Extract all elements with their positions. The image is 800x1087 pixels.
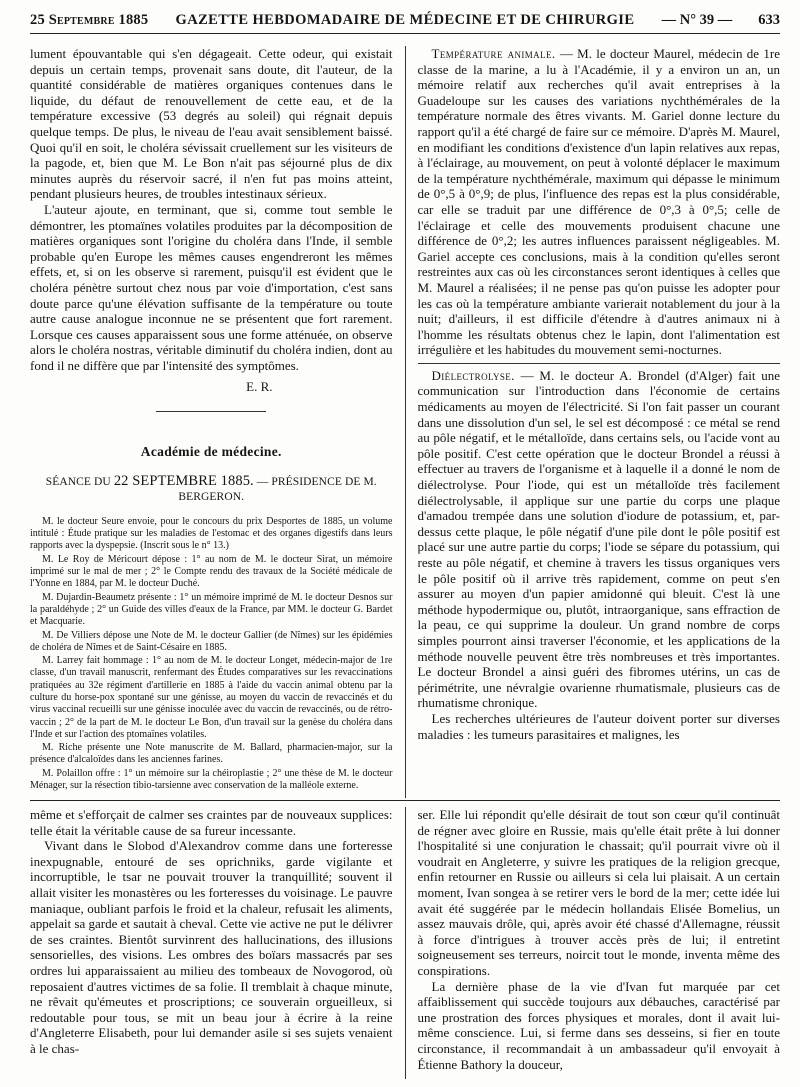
dielectrolyse-section — [418, 368, 781, 711]
header-right — [662, 12, 780, 29]
bottom-right-column — [418, 807, 781, 1079]
page-number: 633 — [758, 12, 780, 28]
correspondence-list — [30, 516, 393, 793]
temperature-title: Température animale. — [431, 46, 556, 61]
cholera-paragraph-1: lument épouvantable qui s'en dégageait. Cette odeur, qui existait depuis un certain temps, provenait sans doute, dit l'auteur, de la quantité considérable de matières organiques contenues dans le liquide, du défaut de renouvellement de cette eau, et de la température excessive (53 degrés au soleil) qui régnait depuis quelque temps. De plus, le niveau de l'eau avait sensiblement baissé. Quoi qu'il en soit, le choléra sévissait cruellement sur les visiteurs de la pagode, et, bien que M. Le Bon n'ait pas séjourné plus de dix minutes auprès du réservoir sacré, il n'en fut pas moins atteint, pendant plusieurs heures, de troubles intestinaux sérieux. — [30, 46, 393, 202]
seance-date: 22 SEPTEMBRE 1885. — [113, 472, 254, 489]
dielectrolyse-body: — M. le docteur A. Brondel (d'Alger) fait une communication sur l'introduction dans l'économie de certains médicaments au moyen de l'électricité. Si l'on fait passer un courant dans une dissolution d'un sel, le sel est décomposé : ce métal se rend au pôle négatif, et le métalloïde, dans certains sels, ou l'acide vont au pôle positif. C'est cette opération que le docteur Brondel a réussi à effectuer au travers de l'organisme et à laquelle il a donné le nom de diélectrolyse. Pour l'iode, qui est un métalloïde très facilement diélectrolysable, il applique sur une partie du corps une plaque d'amadou trempée dans une solution d'iodure de potassium, et, par-dessus cette plaque, le pôle négatif d'une pile dont le pôle positif est placé sur une autre partie du corps; l'iode se sépare du potassium, qui reste au pôle négatif, et chemine à travers les tissus organiques vers le pôle positif où il arrive très rapidement, comme on peut s'en assurer au moyen d'un papier amidonné qui bleuit. C'est là une méthode hypodermique ou, plutôt, intraorganique, sans effraction de la peau, ce qui supprime la douleur. Un grand nombre de corps simples pourront ainsi traverser l'économie, et les applications de la méthode nouvelle peuvent être très nombreuses et très importantes. Le docteur Brondel a ainsi guéri des fibromes utérins, un cas de périmétrite, une névralgie ovarienne rhumatismale, plusieurs cas de rhumatisme chronique. — [417, 367, 780, 711]
running-header — [30, 0, 780, 34]
issue-number: — N° 39 — — [661, 12, 733, 28]
correspondence-item: M. Riche présente une Note manuscrite de M. Ballard, pharmacien-major, sur la présence d'alcaloïdes dans les anciennes farines. — [30, 742, 393, 766]
ivan-paragraph-3: ser. Elle lui répondit qu'elle désirait de tout son cœur qu'il continuât de régner avec gloire en Russie, mais qu'elle était prête à lui donner l'hospitalité si une conjuration le chassait; qu'il pourrait vivre où il voudrait en Angleterre, y suivre les pratiques de la religion grecque, enfin retourner en Russie ou ailleurs si cela lui plaisait. A un certain moment, Ivan songea à se retirer vers le bord de la mer; cette idée lui avait été suggérée par le médecin hollandais Elisée Bomelius, un assez mauvais drôle, qui, après avoir été chassé d'Allemagne, réussit à force d'intrigues à trouver accès près de lui; il entretint soigneusement ses terreurs, noircit tout le monde, inventa même des conspirations. — [417, 807, 780, 978]
correspondence-item: M. De Villiers dépose une Note de M. le docteur Gallier (de Nîmes) sur les épidémies de choléra de Nîmes et de Saint-Césaire en 1885. — [30, 629, 393, 653]
correspondence-item: M. le docteur Seure envoie, pour le concours du prix Desportes de 1885, un volume intitulé : Étude pratique sur les maladies de l'estomac et des organes digestifs dans leurs rapports avec la dyspepsie. (Inscrit sous le n° 13.) — [30, 515, 393, 552]
header-title: GAZETTE HEBDOMADAIRE DE MÉDECINE ET DE CHIRURGIE — [175, 12, 635, 28]
ivan-paragraph-4: La dernière phase de la vie d'Ivan fut marquée par cet affaiblissement qui succède toujours aux débauches, caractérisé par une prostration des forces physiques et morales, dont il avait lui-même conscience. Lui, si ferme dans ses desseins, si fier en toute circonstance, il recommandait à un ambassadeur qu'il envoyait à Étienne Bathory la douceur, — [417, 978, 780, 1072]
header-date: 25 Septembre 1885 — [30, 12, 149, 28]
dielectrolyse-title: Diélectrolyse. — [431, 367, 515, 383]
feuilleton-rule — [30, 800, 780, 801]
academie-heading: Académie de médecine. — [140, 444, 282, 460]
temperature-section — [418, 46, 781, 358]
correspondence-item: M. Dujardin-Beaumetz présente : 1° un mémoire imprimé de M. le docteur Desnos sur la paraldéhyde ; 2° un Guide des villes d'eaux de la France, par MM. le docteur G. Bardet et Macquarie. — [30, 591, 393, 628]
separator-rule — [156, 411, 266, 412]
column-divider — [405, 46, 406, 798]
correspondence-item: M. Larrey fait hommage : 1° au nom de M. le docteur Longet, médecin-major de 1re classe, d'un travail manuscrit, renfermant des Études comparatives sur les revaccinations pratiquées au 32e régiment d'artillerie en 1885 à l'aide du vaccin animal obtenu par la culture du horse-pox spontané sur une génisse, au moyen du vaccin de revaccinés et du virus vaccinal recueilli sur une génisse inoculée avec du vaccin de revaccinés, ou de rétro-vaccin ; 2° de la part de M. le docteur Le Bon, d'un travail sur la genèse du choléra dans l'Inde et sur l'action des ptomaïnes volatiles. — [30, 655, 393, 740]
cholera-paragraph-2: L'auteur ajoute, en terminant, que si, comme tout semble le démontrer, les ptomaïnes volatiles produites par la décomposition de matières organiques sont l'origine du choléra dans l'Inde, il semble probable qu'en Europe les mêmes causes engendreront les mêmes effets, et, si on les observe si rarement, puisqu'il est évident que le choléra pénètre surtout chez nous par voie d'importation, c'est sans doute parce qu'une élévation suffisante de la température ou toute autre cause analogue inconnue ne se présentent que fort rarement. Lorsque ces causes apparaissent sous une forme atténuée, on observe alors le choléra nostras, véritable diminutif du choléra indien, dont au fond il ne diffère que par l'intensité des symptômes. — [30, 201, 393, 373]
temperature-body: — M. le docteur Maurel, médecin de 1re classe de la marine, a lu à l'Académie, il y a environ un an, un mémoire relatif aux recherches qu'il avait entreprises à la Guadeloupe sur les causes des variations nychthémérales de la température normale des êtres vivants. M. Gariel donne lecture du rapport qu'il a été chargé de faire sur ce mémoire. D'après M. Maurel, en modifiant les conditions d'existence d'un lapin relatives aux repas, à l'éclairage, au mouvement, on peut à volonté déplacer le maximum de la température nychthémérale, maximum qui dépasse le minimum de 0°,5 à 0°,9; de plus, l'influence des repas est la plus considérable, car elle se traduit par une différence de 0°,3 à 0°,5; celle de l'éclairage et celle des mouvements produisent chacune une différence de 0°,2; les autres influences paraissent négligeables. M. Gariel accepte ces conclusions, mais à la condition qu'elles seront restreintes aux cas où les circonstances seront identiques à celles que M. Maurel a réalisées; il ne pense pas qu'on puisse les adopter pour les cas où la température ambiante varierait notablement du jour à la nuit; d'ailleurs, il est difficile d'étendre à d'autres animaux ni à l'homme les résultats obtenus chez le lapin, dont l'alimentation est irrégulière et les habitudes du mouvement semi-nocturnes. — [417, 46, 780, 358]
seance-prefix: SÉANCE DU — [45, 475, 111, 488]
top-right-column — [418, 46, 781, 798]
column-divider — [405, 807, 406, 1079]
bottom-columns — [30, 807, 780, 1079]
section-rule — [418, 363, 781, 364]
correspondence-item: M. Polaillon offre : 1° un mémoire sur la chéiroplastie ; 2° une thèse de M. le docteur Ménager, sur la résection tibio-tarsienne avec conservation de la malléole externe. — [30, 767, 393, 792]
ivan-paragraph-1: même et s'efforçait de calmer ses craintes par de nouveaux supplices: telle était la véritable cause de sa fureur incessante. — [30, 807, 393, 838]
dielectrolyse-paragraph-2: Les recherches ultérieures de l'auteur doivent porter sur diverses maladies : les tumeurs parasitaires et malignes, les — [417, 710, 780, 742]
correspondence-item: M. Le Roy de Méricourt dépose : 1° au nom de M. le docteur Sirat, un mémoire imprimé sur le mal de mer ; 2° le Compte rendu des travaux de la Société médicale de l'Yonne en 1884, par M. le docteur Duché. — [30, 553, 393, 590]
article-signature: E. R. — [246, 379, 273, 395]
bottom-left-column — [30, 807, 393, 1079]
top-left-column — [30, 46, 393, 798]
seance-suffix: — PRÉSIDENCE DE M. BERGERON. — [178, 475, 377, 504]
seance-line — [30, 474, 393, 506]
top-columns — [30, 46, 780, 798]
ivan-paragraph-2: Vivant dans le Slobod d'Alexandrov comme dans une forteresse inexpugnable, entouré de ses oprichniks, garde vigilante et incorruptible, le tsar ne pouvait trouver la tranquillité; souvent il allait visiter les monastères ou les forteresses du voisinage. Le pauvre maniaque, oubliant parfois le froid et la chaleur, refusait les aliments, appelait sa garde et sautait à cheval. Cette vie active ne put le délivrer de ses craintes. Bientôt survinrent des hallucinations, des illusions sensorielles, des visions. Les ombres des boïars massacrés par ses ordres lui apparaissaient au milieu des tombeaux de Novogorod, où reposaient d'autres victimes de sa folie. Il tremblait à chaque minute, ne rêvait qu'émeutes et proscriptions; ce souverain orgueilleux, si redoutable pour tous, se mit un beau jour à écrire à la reine d'Angleterre Elisabeth, pour lui demander asile si ses sujets venaient à le chas- — [30, 838, 393, 1056]
